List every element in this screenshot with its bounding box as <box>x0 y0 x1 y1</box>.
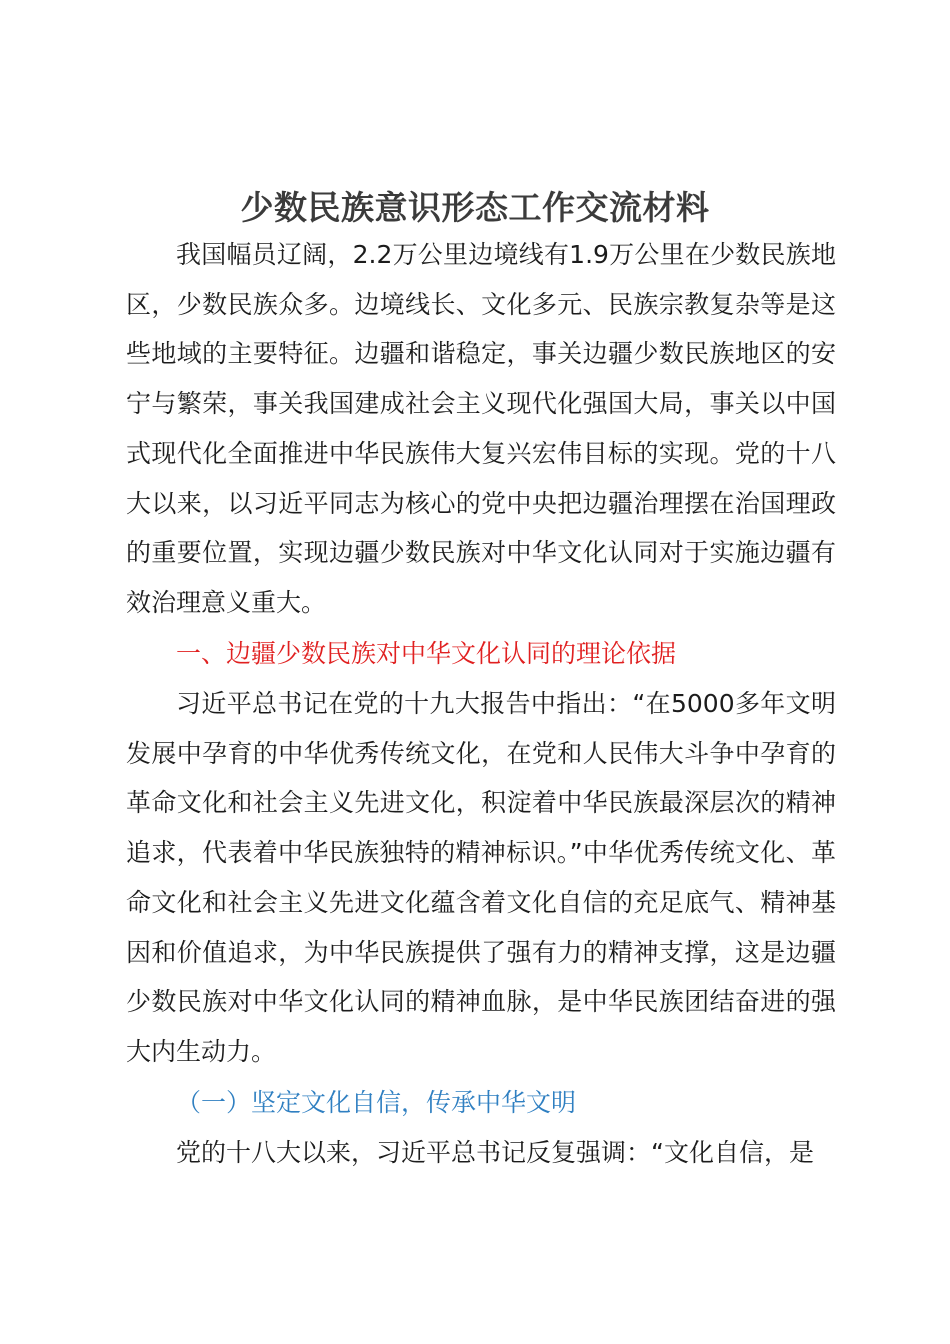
heading-level-1-block <box>126 629 836 679</box>
paragraph-intro-block <box>126 230 836 630</box>
subsection-heading-1: （一）坚定文化自信，传承中华文明 <box>176 1088 577 1117</box>
paragraph-theory: 习近平总书记在党的十九大报告中指出：“在5000多年文明发展中孕育的中华优秀传统文化，在党和人民伟大斗争中孕育的革命文化和社会主义先进文化，积淀着中华民族最深层次的精神追求，代表着中华民族独特的精神标识。”中华优秀传统文化、革命文化和社会主义先进文化蕴含着文化自信的充足底气、精神基因和价值追求，为中华民族提供了强有力的精神支撑，这是边疆少数民族对中华文化认同的精神血脉，是中华民族团结奋进的强大内生动力。 <box>126 689 836 1066</box>
document-title: 少数民族意识形态工作交流材料 <box>240 188 710 227</box>
paragraph-theory-block <box>126 679 836 1079</box>
paragraph-confidence-block <box>126 1128 836 1178</box>
section-heading-1: 一、边疆少数民族对中华文化认同的理论依据 <box>176 639 677 668</box>
heading-level-2-block <box>126 1078 836 1128</box>
paragraph-confidence: 党的十八大以来，习近平总书记反复强调：“文化自信，是 <box>176 1138 814 1167</box>
paragraph-intro: 我国幅员辽阔，2.2万公里边境线有1.9万公里在少数民族地区，少数民族众多。边境线长、文化多元、民族宗教复杂等是这些地域的主要特征。边疆和谐稳定，事关边疆少数民族地区的安宁与繁荣，事关我国建成社会主义现代化强国大局，事关以中国式现代化全面推进中华民族伟大复兴宏伟目标的实现。党的十八大以来，以习近平同志为核心的党中央把边疆治理摆在治国理政的重要位置，实现边疆少数民族对中华文化认同对于实施边疆有效治理意义重大。 <box>126 240 836 617</box>
